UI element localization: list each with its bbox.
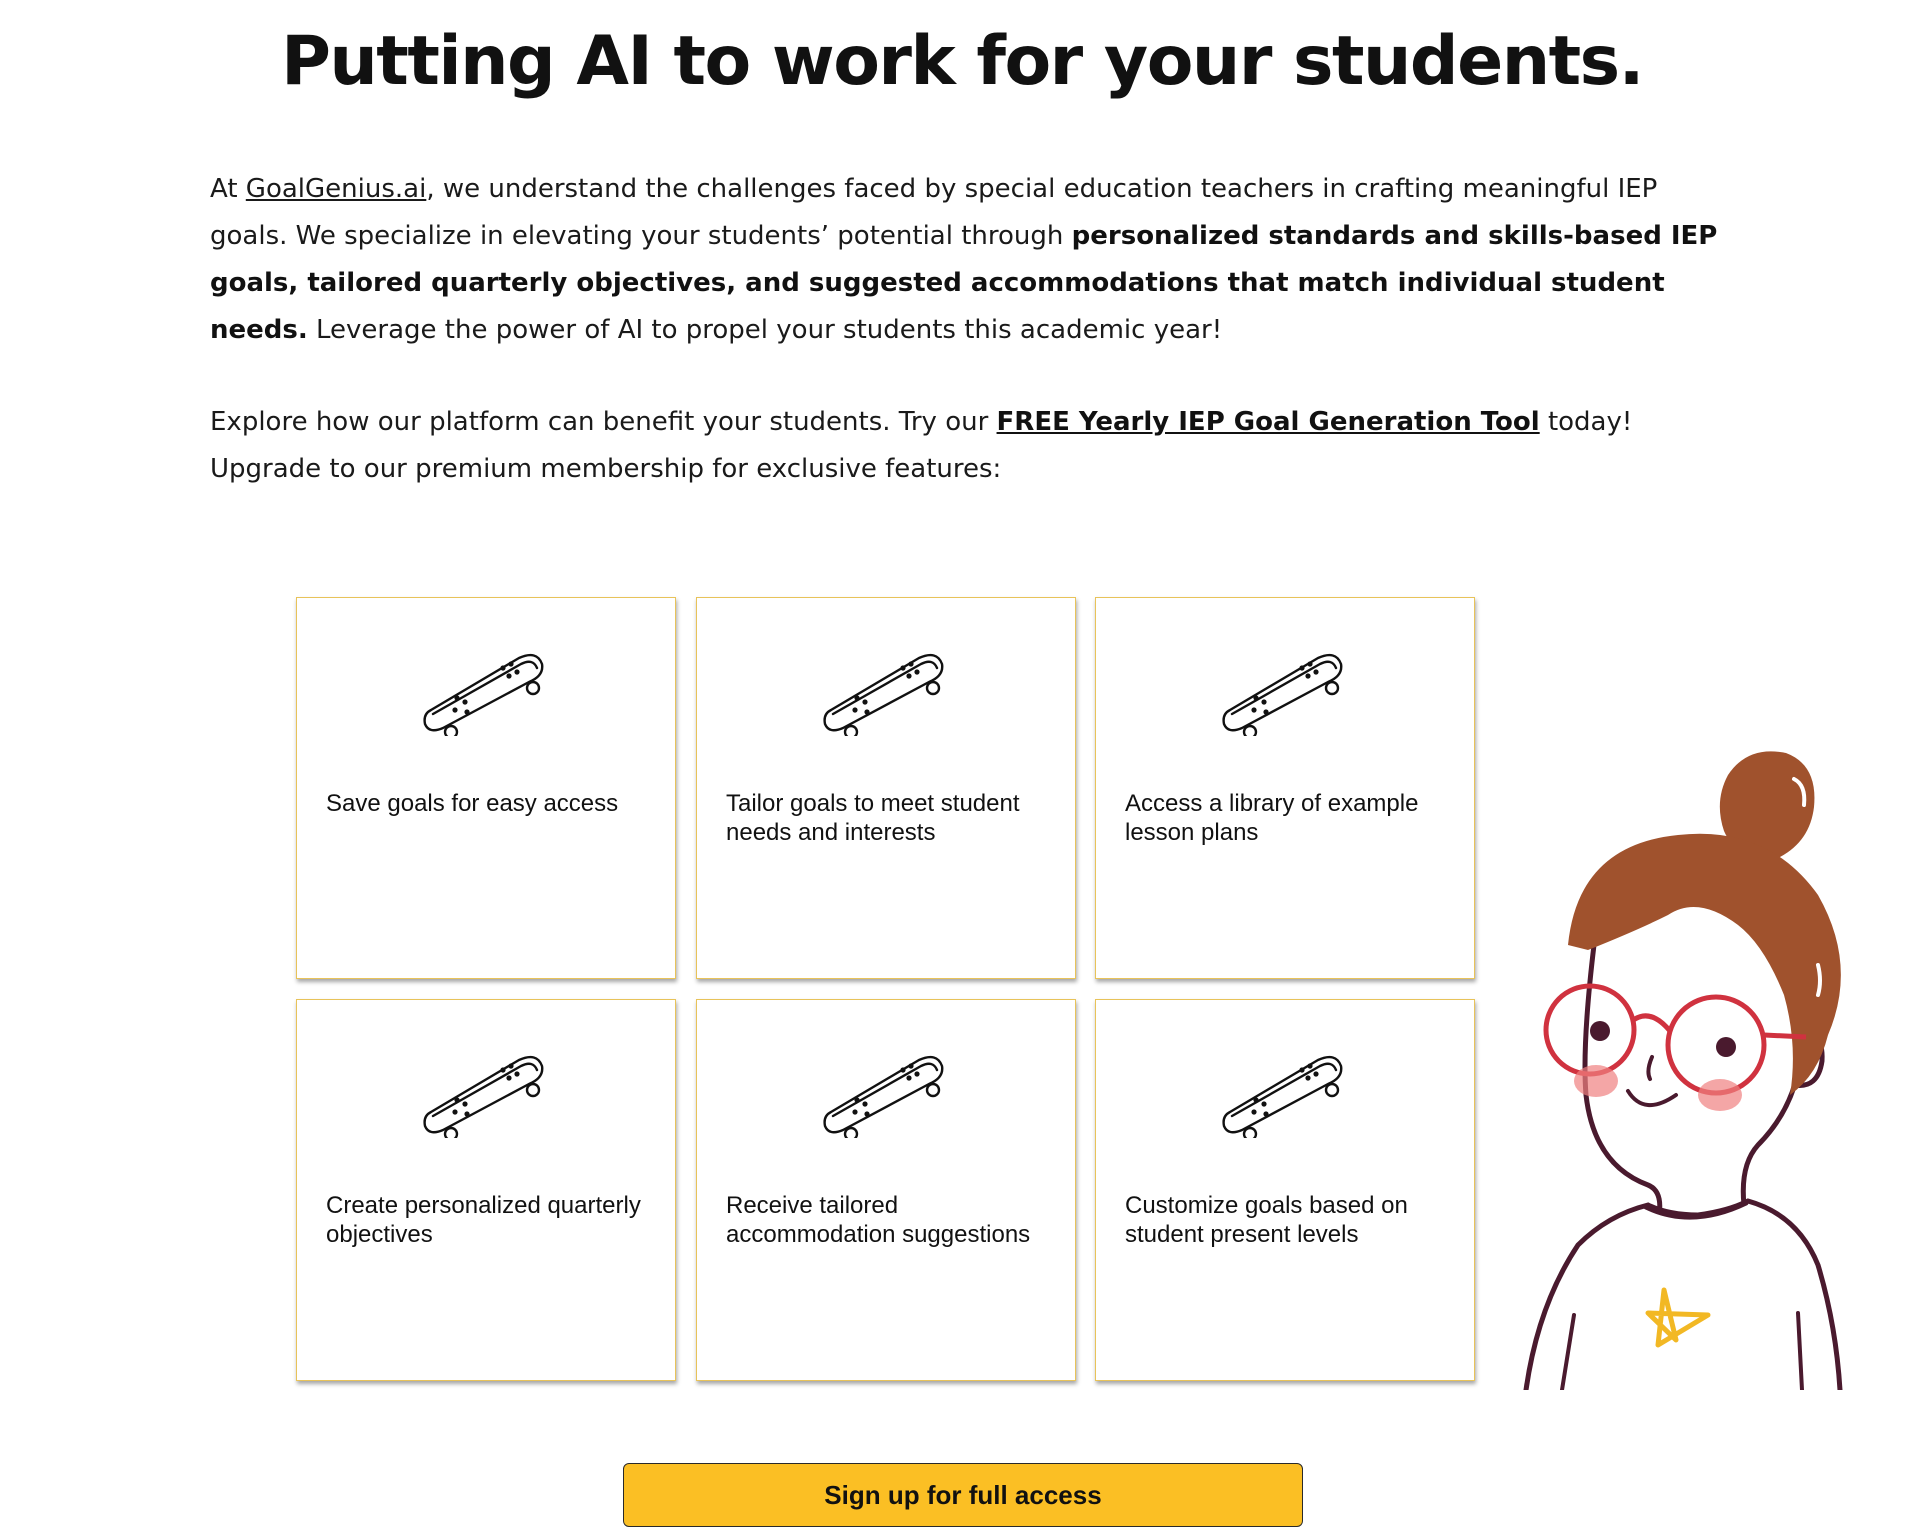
skateboard-icon bbox=[1218, 648, 1346, 736]
intro-prefix: At bbox=[210, 174, 246, 204]
explore-text-2: today! Upgrade to our premium membership for exclusive features: bbox=[210, 407, 1633, 484]
feature-card-save-goals bbox=[296, 597, 676, 979]
explore-paragraph bbox=[210, 399, 1730, 493]
intro-text-1: , we understand the challenges faced by special education teachers in crafting meaningful IEP goals. We specialize in elevating your students’ potential through bbox=[210, 174, 1658, 251]
intro-paragraph bbox=[210, 166, 1730, 354]
skateboard-icon bbox=[419, 648, 547, 736]
intro-text-2: Leverage the power of AI to propel your students this academic year! bbox=[307, 315, 1223, 345]
feature-label: Create personalized quarterly objectives bbox=[326, 1192, 641, 1248]
feature-card-lesson-library bbox=[1095, 597, 1475, 979]
feature-label: Save goals for easy access bbox=[326, 790, 619, 817]
page-title: Putting AI to work for your students. bbox=[281, 22, 1643, 101]
feature-card-quarterly-objectives bbox=[296, 999, 676, 1381]
intro-bold-text: personalized standards and skills-based IEP goals, tailored quarterly objectives, and suggested accommodations that match individual student needs. bbox=[210, 221, 1718, 345]
skateboard-icon bbox=[819, 1050, 947, 1138]
girl-illustration bbox=[1518, 745, 1858, 1390]
explore-text-1: Explore how our platform can benefit your students. Try our bbox=[210, 407, 997, 437]
skateboard-icon bbox=[1218, 1050, 1346, 1138]
feature-label: Access a library of example lesson plans bbox=[1125, 790, 1419, 846]
feature-card-accommodations bbox=[696, 999, 1076, 1381]
feature-label: Receive tailored accommodation suggestions bbox=[726, 1192, 1031, 1248]
skateboard-icon bbox=[819, 648, 947, 736]
signup-button[interactable]: Sign up for full access bbox=[623, 1463, 1303, 1527]
feature-card-tailor-goals bbox=[696, 597, 1076, 979]
feature-label: Customize goals based on student present levels bbox=[1125, 1192, 1408, 1248]
feature-label: Tailor goals to meet student needs and interests bbox=[726, 790, 1020, 846]
feature-card-present-levels bbox=[1095, 999, 1475, 1381]
site-link[interactable]: GoalGenius.ai bbox=[245, 174, 427, 204]
skateboard-icon bbox=[419, 1050, 547, 1138]
free-tool-link[interactable]: FREE Yearly IEP Goal Generation Tool bbox=[996, 407, 1540, 437]
